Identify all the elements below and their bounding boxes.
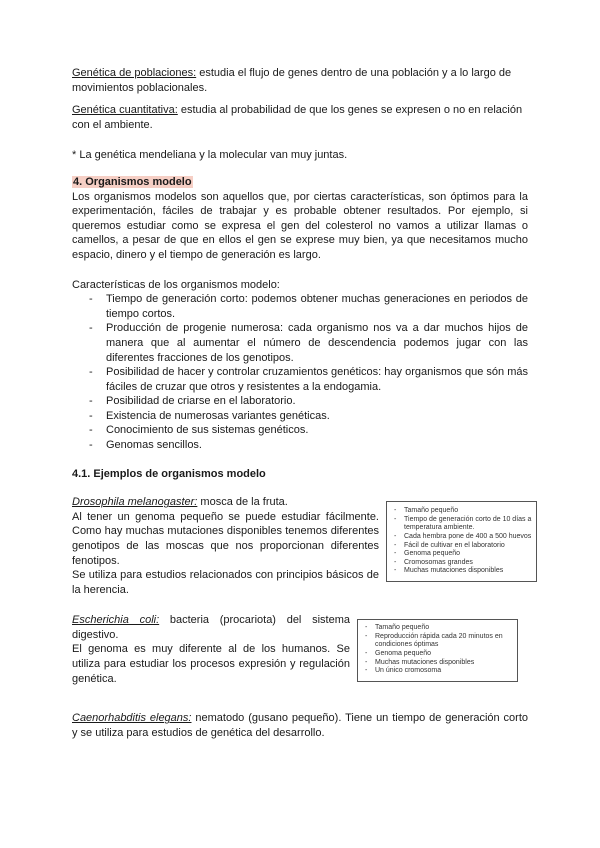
drosophila-box-list [390, 507, 532, 576]
drosophila-block [72, 495, 532, 613]
list-item: - Tamaño pequeño [404, 507, 532, 516]
ecoli-name: Escherichia coli: [72, 614, 160, 627]
poblaciones-text: estudia el flujo de genes dentro de una población y a lo largo de movimientos poblacionales. [72, 67, 512, 94]
celegans-name: Caenorhabditis elegans: [72, 712, 192, 725]
list-item: - Tamaño pequeño [375, 624, 513, 633]
ecoli-summary-box [357, 619, 518, 682]
document-page [72, 66, 532, 740]
list-item: - Producción de progenie numerosa: cada organismo nos va a dar muchos hijos de manera que al aumentar el número de descendencia podemos jugar con las diferentes fracciones de los genotipos. [106, 321, 528, 365]
list-item: - Fácil de cultivar en el laboratorio [404, 542, 532, 551]
cuantitativa-text: estudia al probabilidad de que los genes se expresen o no en relación con el ambiente. [72, 104, 523, 131]
drosophila-title [72, 495, 379, 510]
section-4-heading-text: 4. Organismos modelo [73, 175, 192, 188]
celegans-paragraph [72, 711, 528, 740]
list-item: - Conocimiento de sus sistemas genéticos. [106, 423, 528, 438]
ecoli-text: El genoma es muy diferente al de los humanos. Se utiliza para estudiar los procesos expresión y regulación genética. [72, 643, 350, 685]
list-item: - Genoma pequeño [375, 650, 513, 659]
ecoli-block [72, 613, 528, 711]
cuantitativa-term: Genética cuantitativa: [72, 104, 178, 117]
ecoli-title [72, 613, 350, 642]
drosophila-summary-box [386, 501, 537, 582]
list-item: - Tiempo de generación corto de 10 días a temperatura ambiente. [404, 516, 532, 533]
section-4-1-heading: 4.1. Ejemplos de organismos modelo [72, 467, 266, 480]
list-item: - Cromosomas grandes [404, 559, 532, 568]
drosophila-name: Drosophila melanogaster: [72, 496, 198, 509]
list-item: - Tiempo de generación corto: podemos obtener muchas generaciones en periodos de tiempo cortos. [106, 292, 528, 321]
mendeliana-note: * La genética mendeliana y la molecular van muy juntas. [72, 149, 348, 162]
list-item: - Un único cromosoma [375, 667, 513, 676]
list-item: - Reproducción rápida cada 20 minutos en condiciones óptimas [375, 633, 513, 650]
characteristics-list [72, 292, 528, 453]
list-item: - Muchas mutaciones disponibles [375, 659, 513, 668]
ecoli-desc: bacteria (procariota) del sistema digestivo. [72, 614, 350, 641]
poblaciones-paragraph [72, 66, 528, 95]
poblaciones-term: Genética de poblaciones: [72, 67, 197, 79]
list-item: - Muchas mutaciones disponibles [404, 567, 532, 576]
list-item: - Cada hembra pone de 400 a 500 huevos [404, 533, 532, 542]
list-item: - Existencia de numerosas variantes genéticas. [106, 409, 528, 424]
section-4-heading [72, 175, 528, 190]
cuantitativa-paragraph [72, 103, 528, 132]
list-item: - Genomas sencillos. [106, 438, 528, 453]
drosophila-text-2: Se utiliza para estudios relacionados con principios básicos de la herencia. [72, 569, 379, 596]
list-item: - Posibilidad de criarse en el laboratorio. [106, 394, 528, 409]
ecoli-box-list [361, 624, 513, 676]
list-item: - Posibilidad de hacer y controlar cruzamientos genéticos: hay organismos que són más fáciles de cruzar que otros y resistentes a la endogamia. [106, 365, 528, 394]
drosophila-desc: mosca de la fruta. [197, 496, 288, 509]
section-4-paragraph: Los organismos modelos son aquellos que, por ciertas características, son óptimos para la experimentación, fáciles de trabajar y es probable obtener resultados. Por ejemplo, si queremos estudiar como se expresa el gen del colesterol no vamos a utilizar llamas o camellos, a pesar de que en ellos el gen se exprese muy bien, ya que necesitamos mucho espacio, dinero y el tiempo de generación es largo. [72, 190, 528, 261]
characteristics-intro: Características de los organismos modelo: [72, 278, 280, 291]
celegans-desc: nematodo (gusano pequeño). Tiene un tiempo de generación corto y se utiliza para estudios de genética del desarrollo. [72, 712, 529, 739]
drosophila-text-1: Al tener un genoma pequeño se puede estudiar fácilmente. Como hay muchas mutaciones disponibles tenemos diferentes genotipos de las moscas que nos proporcionan diferentes fenotipos. [72, 510, 379, 567]
list-item: - Genoma pequeño [404, 550, 532, 559]
